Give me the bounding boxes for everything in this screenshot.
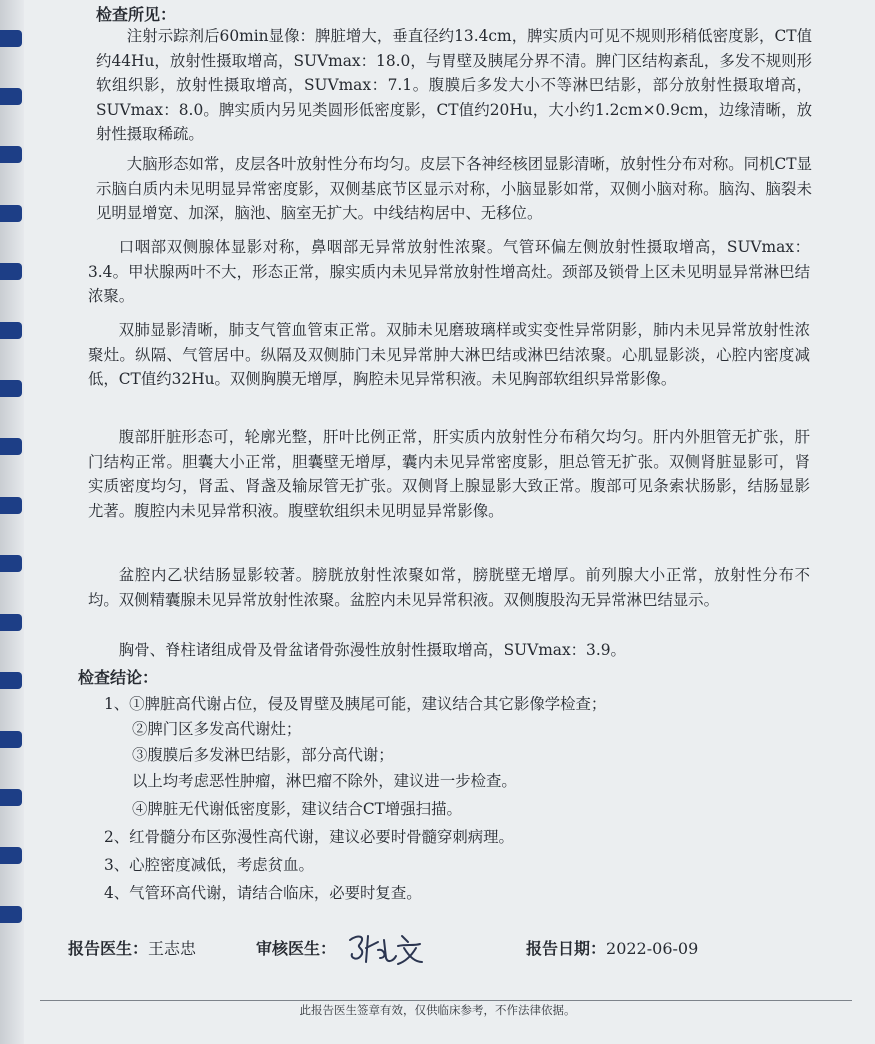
conclusion-item: 1、①脾脏高代谢占位，侵及胃壁及胰尾可能，建议结合其它影像学检查； [104, 695, 607, 713]
findings-paragraph-1: 注射示踪剂后60min显像：脾脏增大，垂直径约13.4cm，脾实质内可见不规则形稍低密度影，CT值约44Hu，放射性摄取增高，SUVmax：18.0，与胃壁及胰尾分界不清。脾门区结构紊乱，多发不规则形软组织影，放射性摄取增高，SUVmax：7.1。腹膜后多发大小不等淋巴结影，部分放射性摄取增高，SUVmax：8.0。脾实质内另见类圆形低密度影，CT值约20Hu，大小约1.2cm×0.9cm，边缘清晰，放射性摄取稀疏。 [96, 27, 812, 144]
report-date-label: 报告日期： [526, 939, 607, 958]
conclusion-item: 2、红骨髓分布区弥漫性高代谢，建议必要时骨髓穿刺病理。 [104, 828, 514, 846]
binder-hole [0, 205, 22, 222]
binder-hole [0, 906, 22, 923]
findings-paragraph-4: 双肺显影清晰，肺支气管血管束正常。双肺未见磨玻璃样或实变性异常阴影，肺内未见异常放射性浓聚灶。纵隔、气管居中。纵隔及双侧肺门未见异常肿大淋巴结或淋巴结浓聚。心肌显影淡，心腔内密度减低，CT值约32Hu。双侧胸膜无增厚，胸腔未见异常积液。未见胸部软组织异常影像。 [88, 321, 810, 389]
conclusion-item: 3、心腔密度减低，考虑贫血。 [104, 856, 314, 874]
footer-disclaimer: 此报告医生签章有效，仅供临床参考，不作法律依据。 [299, 1003, 576, 1017]
binder-hole [0, 847, 22, 864]
findings-paragraph-3: 口咽部双侧腺体显影对称，鼻咽部无异常放射性浓聚。气管环偏左侧放射性摄取增高，SUVmax：3.4。甲状腺两叶不大，形态正常，腺实质内未见异常放射性增高灶。颈部及锁骨上区未见明显异常淋巴结浓聚。 [88, 238, 810, 306]
report-date-field [526, 936, 698, 959]
report-doctor-label: 报告医生： [68, 939, 149, 958]
binder-hole [0, 146, 22, 163]
findings-paragraph-6: 盆腔内乙状结肠显影较著。膀胱放射性浓聚如常，膀胱壁无增厚。前列腺大小正常，放射性分布不均。双侧精囊腺未见异常放射性浓聚。盆腔内未见异常积液。双侧腹股沟无异常淋巴结显示。 [88, 566, 810, 609]
conclusion-item: 4、气管环高代谢，请结合临床，必要时复查。 [104, 884, 422, 902]
report-doctor-field [68, 936, 196, 959]
binder-hole [0, 789, 22, 806]
binder-hole [0, 263, 22, 280]
conclusion-item: ③腹膜后多发淋巴结影，部分高代谢； [132, 746, 394, 764]
conclusion-item: ④脾脏无代谢低密度影，建议结合CT增强扫描。 [132, 800, 462, 818]
footer-divider [40, 1000, 852, 1001]
findings-paragraph-2: 大脑形态如常，皮层各叶放射性分布均匀。皮层下各神经核团显影清晰，放射性分布对称。同机CT显示脑白质内未见明显异常密度影，双侧基底节区显示对称，小脑显影如常，双侧小脑对称。脑沟、脑裂未见明显增宽、加深，脑池、脑室无扩大。中线结构居中、无移位。 [96, 155, 812, 223]
binder-hole [0, 672, 22, 689]
binder-hole [0, 30, 22, 47]
conclusion-item: ②脾门区多发高代谢灶； [132, 720, 302, 738]
findings-paragraph-5: 腹部肝脏形态可，轮廓光整，肝叶比例正常，肝实质内放射性分布稍欠均匀。肝内外胆管无扩张，肝门结构正常。胆囊大小正常，胆囊壁无增厚，囊内未见异常密度影，胆总管无扩张。双侧肾脏显影可，肾实质密度均匀，肾盂、肾盏及输尿管无扩张。双侧肾上腺显影大致正常。腹部可见条索状肠影，结肠显影尤著。腹腔内未见异常积液。腹壁软组织未见明显异常影像。 [88, 428, 810, 520]
binder-hole [0, 438, 22, 455]
conclusion-heading: 检查结论： [78, 668, 159, 687]
findings-paragraph-7: 胸骨、脊柱诸组成骨及骨盆诸骨弥漫性放射性摄取增高，SUVmax：3.9。 [118, 641, 626, 659]
report-date-value: 2022-06-09 [606, 939, 699, 958]
binder-hole [0, 322, 22, 339]
review-doctor-field [256, 936, 336, 959]
conclusion-item: 以上均考虑恶性肿瘤，淋巴瘤不除外，建议进一步检查。 [132, 772, 517, 790]
review-doctor-signature [344, 928, 424, 968]
binder-hole [0, 555, 22, 572]
binder-hole [0, 497, 22, 514]
binder-hole [0, 731, 22, 748]
binder-hole [0, 88, 22, 105]
findings-heading: 检查所见： [96, 5, 177, 24]
binder-hole [0, 380, 22, 397]
review-doctor-label: 审核医生： [256, 939, 337, 958]
report-doctor-name: 王志忠 [148, 939, 197, 958]
binder-hole [0, 614, 22, 631]
